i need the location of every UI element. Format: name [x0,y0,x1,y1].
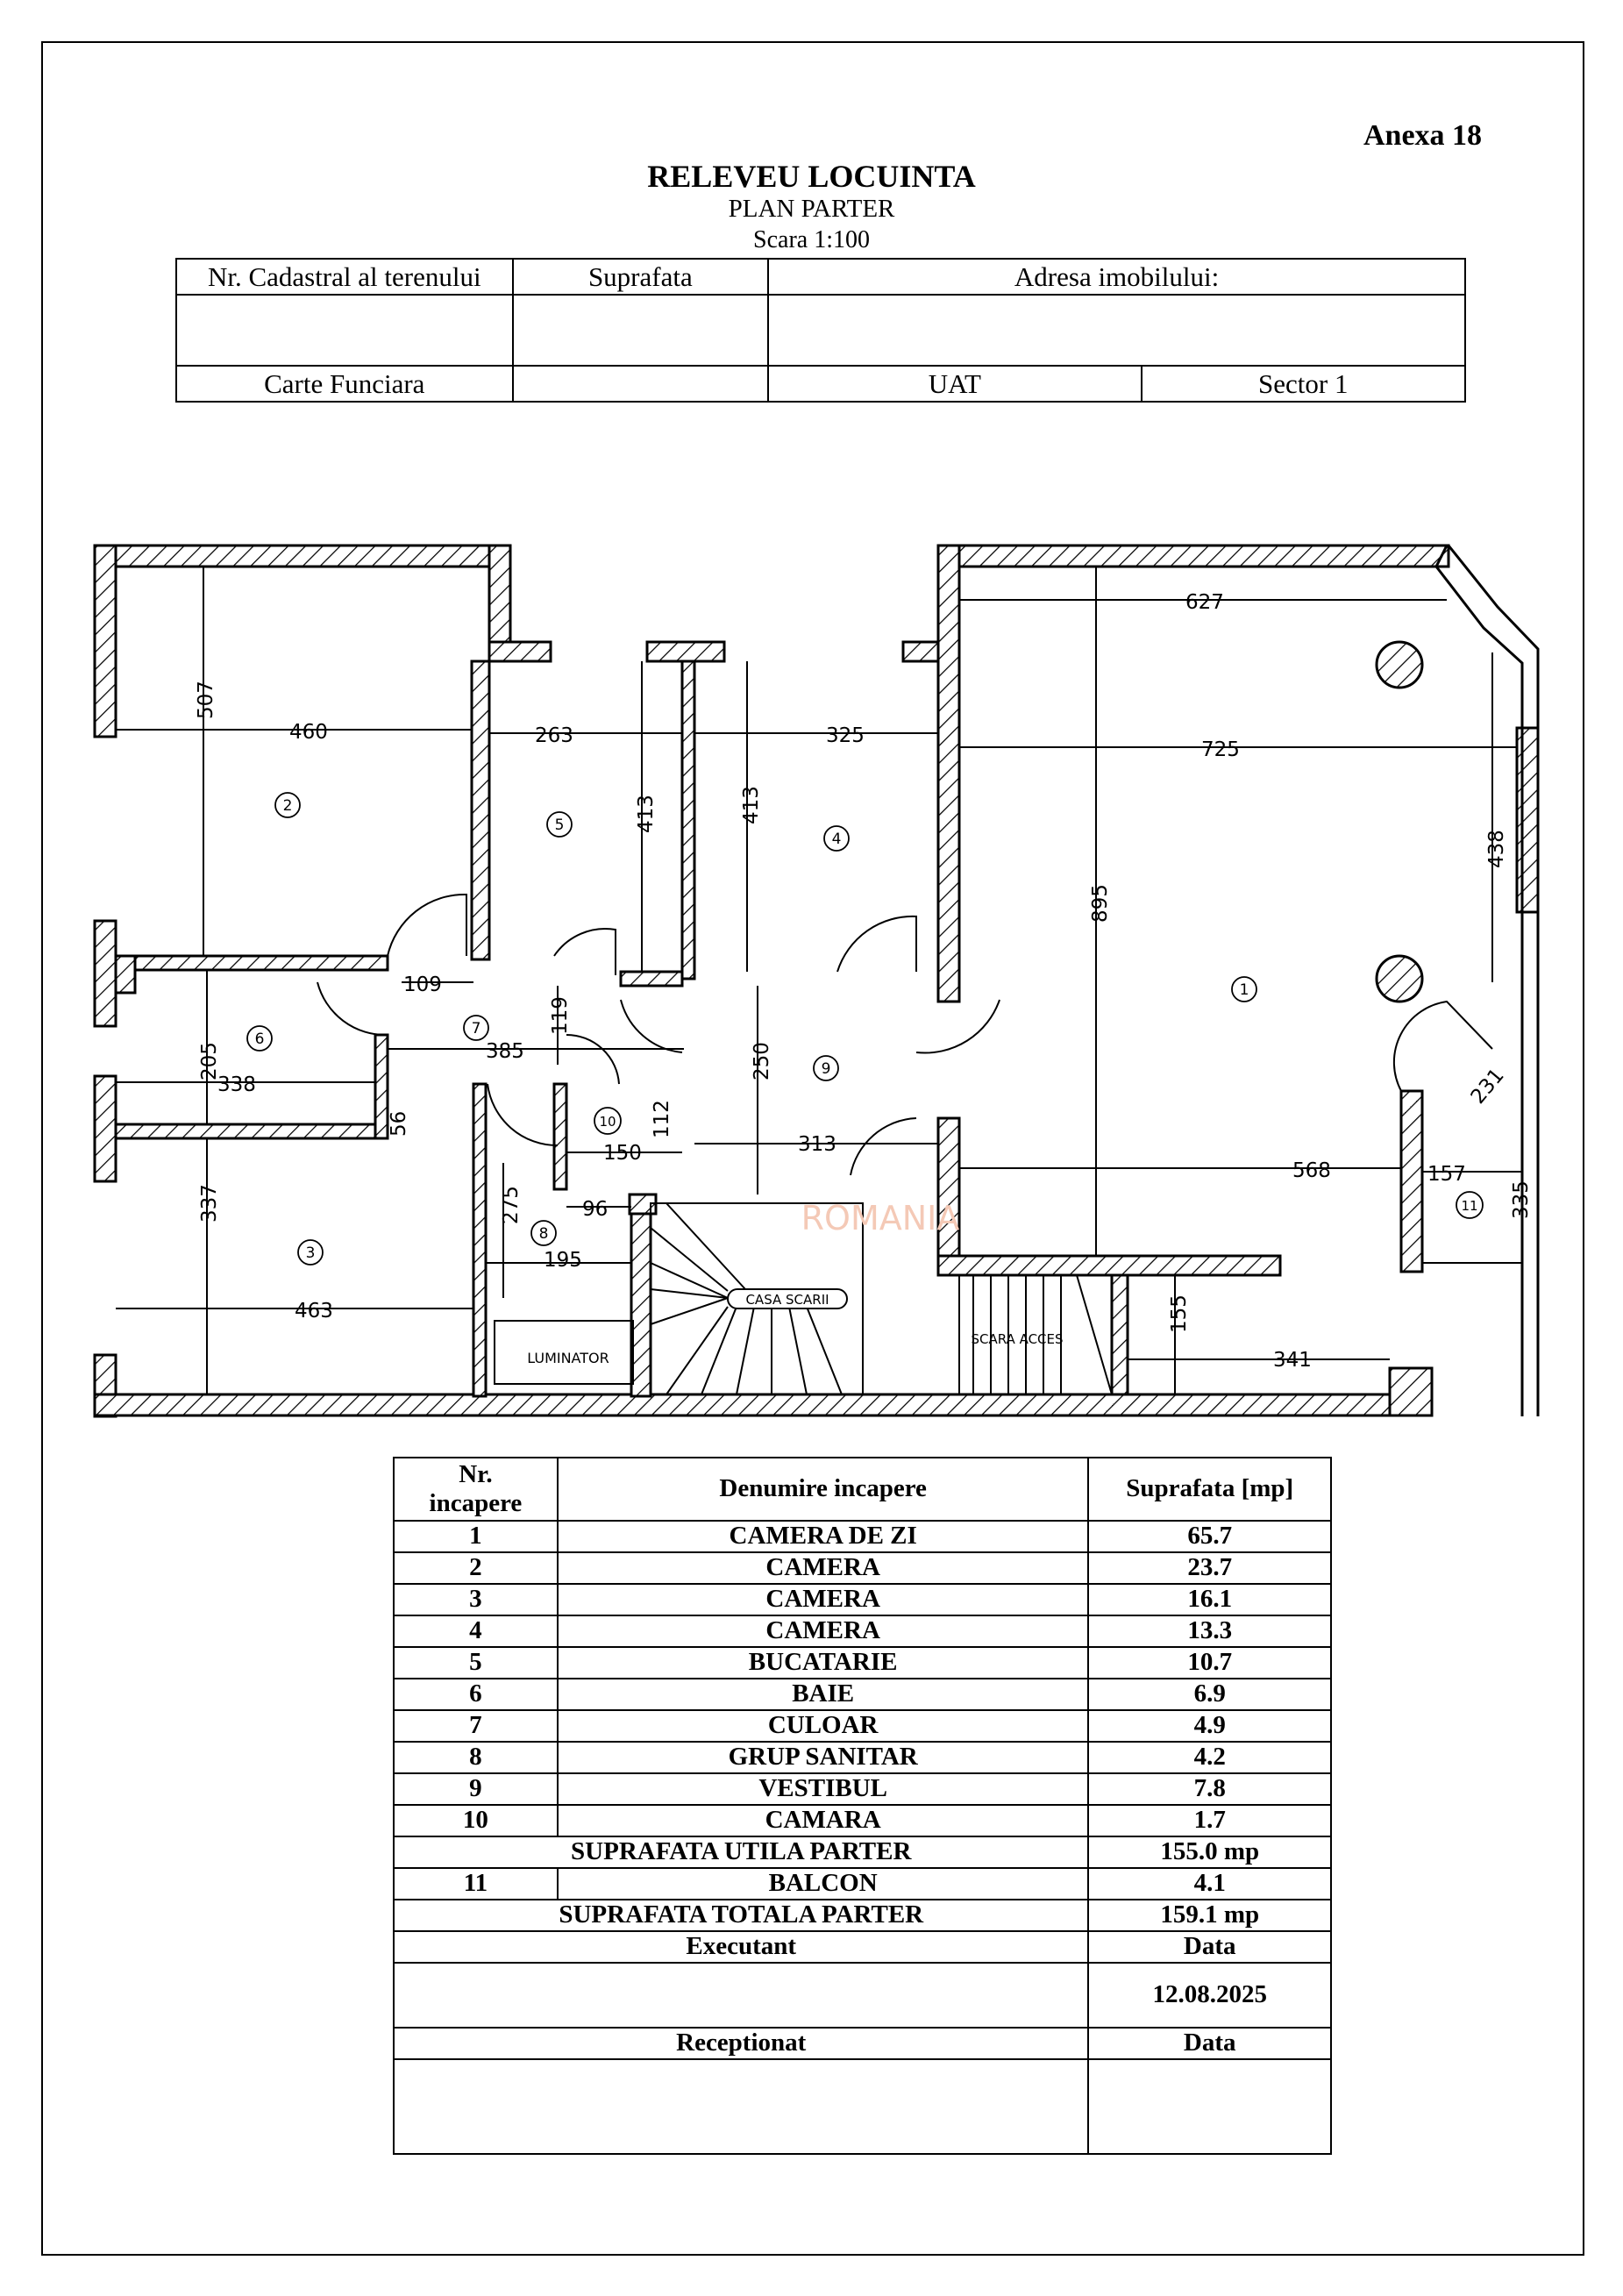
dim-568: 568 [1292,1159,1331,1182]
wall-camara [554,1084,566,1189]
receptionat-date-label: Data [1088,2028,1331,2059]
util-area-value: 155.0 mp [1088,1836,1331,1868]
row-area: 6.9 [1088,1679,1331,1710]
room-marker-6: 6 [254,1030,265,1048]
uat-label: UAT [768,366,1141,402]
dim-385: 385 [486,1040,524,1063]
dim-341: 341 [1273,1349,1312,1372]
column-circle-lower [1377,956,1422,1002]
row-nr: 11 [394,1868,558,1900]
dim-313: 313 [798,1133,836,1156]
row-area: 4.9 [1088,1710,1331,1742]
row-area: 7.8 [1088,1773,1331,1805]
doors [317,895,1492,1175]
wall-mid-top-a [489,642,551,661]
wall-vestibul-top [621,972,682,986]
room-marker-10: 10 [599,1114,616,1130]
wall-outer-left-mid [95,921,116,1026]
row-name: BAIE [558,1679,1089,1710]
wall-outer-top-left [95,545,489,567]
row-name: BUCATARIE [558,1647,1089,1679]
table-row [394,1615,1331,1647]
row-name: CULOAR [558,1710,1089,1742]
wall-bottom [95,1394,1432,1415]
column-circle-upper [1377,642,1422,688]
row-name: BALCON [558,1868,1089,1900]
dim-338: 338 [217,1073,256,1096]
document-subtitle: PLAN PARTER [728,195,895,223]
wall-stair-core [631,1194,651,1396]
wall-corridor-right [375,1035,388,1138]
executant-date-value: 12.08.2025 [1088,1963,1331,2028]
header-room-area: Suprafata [mp] [1088,1458,1331,1521]
table-row [394,1552,1331,1584]
row-nr: 6 [394,1679,558,1710]
room-marker-7: 7 [471,1020,481,1037]
total-area-label: SUPRAFATA TOTALA PARTER [394,1900,1088,1931]
dimension-lines [116,567,1522,1394]
total-area-value: 159.1 mp [1088,1900,1331,1931]
dim-627: 627 [1185,591,1224,614]
row-area: 4.2 [1088,1742,1331,1773]
table-row [394,1710,1331,1742]
dim-231: 231 [1466,1064,1509,1109]
row-area: 10.7 [1088,1647,1331,1679]
carte-funciara-label: Carte Funciara [176,366,513,402]
dim-150: 150 [603,1142,642,1165]
row-name: VESTIBUL [558,1773,1089,1805]
executant-label: Executant [394,1931,1088,1963]
dim-56: 56 [388,1110,410,1137]
dim-155: 155 [1168,1294,1191,1333]
executant-date-label: Data [1088,1931,1331,1963]
dim-119: 119 [549,996,572,1035]
receptionat-signature-cell [394,2059,1088,2154]
row-name: CAMERA [558,1615,1089,1647]
row-area: 4.1 [1088,1868,1331,1900]
wall-right-interior-low [938,1118,959,1259]
dim-195: 195 [544,1249,582,1272]
address-header: Adresa imobilului: [768,259,1465,295]
cadastral-number-header: Nr. Cadastral al terenului [176,259,513,295]
dim-157: 157 [1427,1163,1466,1186]
room-marker-9: 9 [821,1060,831,1078]
row-nr: 5 [394,1647,558,1679]
room-marker-5: 5 [554,816,565,834]
wall-right-notch [938,545,959,1002]
table-row [394,1679,1331,1710]
row-nr: 7 [394,1710,558,1742]
row-nr: 8 [394,1742,558,1773]
row-area: 23.7 [1088,1552,1331,1584]
table-row [394,1773,1331,1805]
dim-413-b: 413 [740,786,763,824]
annex-label: Anexa 18 [1363,119,1483,152]
dim-205: 205 [198,1042,221,1080]
row-nr: 9 [394,1773,558,1805]
row-name: CAMERA [558,1552,1089,1584]
table-row [394,1584,1331,1615]
scara-acces-label: SCARA ACCES [971,1331,1064,1347]
dim-463: 463 [295,1300,333,1323]
row-nr: 10 [394,1805,558,1836]
room-marker-11: 11 [1461,1198,1478,1214]
wall-notch-top-left [489,545,510,642]
util-area-label: SUPRAFATA UTILA PARTER [394,1836,1088,1868]
walls [95,545,1538,1416]
wall-outer-top-right [938,545,1449,567]
dim-460: 460 [289,721,328,744]
wall-outer-left-upper [95,545,116,737]
row-name: CAMARA [558,1805,1089,1836]
dim-250: 250 [751,1042,773,1080]
rooms-table [393,1457,1332,2155]
executant-signature-cell [394,1963,1088,2028]
receptionat-date-cell [1088,2059,1331,2154]
row-name: CAMERA DE ZI [558,1521,1089,1552]
wall-mid-top-b [647,642,724,661]
wall-partition-bath-top [116,956,388,970]
row-nr: 4 [394,1615,558,1647]
wall-partition-bed2-top [116,956,135,993]
row-area: 1.7 [1088,1805,1331,1836]
row-nr: 3 [394,1584,558,1615]
table-row [394,1868,1331,1900]
bay-window [1436,545,1538,1416]
dim-438: 438 [1485,830,1508,868]
dim-413-a: 413 [635,795,658,833]
wall-balcony-side [1401,1091,1422,1272]
scale-label: Scara 1:100 [753,226,870,253]
row-area: 16.1 [1088,1584,1331,1615]
receptionat-label: Receptionat [394,2028,1088,2059]
watermark: ROMANIA [801,1199,960,1237]
header-room-number: Nr. incapere [394,1458,558,1521]
dim-109: 109 [403,973,442,996]
wall-wc-left [473,1084,486,1396]
wall-living-bottom [938,1256,1280,1275]
dim-325: 325 [826,724,865,747]
wall-right-window [1517,728,1538,912]
header-room-name: Denumire incapere [558,1458,1089,1521]
wall-outer-left-low [95,1076,116,1181]
row-area: 13.3 [1088,1615,1331,1647]
dim-96: 96 [582,1198,609,1221]
dim-895: 895 [1089,884,1112,923]
area-header: Suprafata [513,259,769,295]
room-marker-1: 1 [1239,981,1249,999]
casa-scarii-label: CASA SCARII [745,1292,829,1308]
wall-partition-kitchen-left [472,661,489,959]
dim-275: 275 [500,1186,523,1224]
room-marker-8: 8 [538,1225,549,1243]
sector-label: Sector 1 [1142,366,1466,402]
wall-partition-bath-bottom [116,1124,379,1138]
table-row [394,1647,1331,1679]
dim-507: 507 [195,681,217,719]
wall-partition-4-5 [682,661,694,979]
wall-mid-top-c [903,642,938,661]
wall-scara-acces [1112,1275,1128,1394]
dim-725: 725 [1201,738,1240,761]
row-nr: 1 [394,1521,558,1552]
table-row [394,1742,1331,1773]
room-marker-4: 4 [831,831,842,848]
row-nr: 2 [394,1552,558,1584]
room-marker-2: 2 [282,797,293,815]
room-marker-3: 3 [305,1244,316,1262]
row-area: 65.7 [1088,1521,1331,1552]
room-markers [247,793,1483,1265]
table-row [394,1521,1331,1552]
dim-335: 335 [1510,1180,1533,1219]
table-row [394,1805,1331,1836]
wall-bottom-right [1390,1368,1432,1415]
row-name: GRUP SANITAR [558,1742,1089,1773]
luminator-label: LUMINATOR [527,1350,609,1366]
dim-337: 337 [198,1184,221,1223]
document-title: RELEVEU LOCUINTA [647,159,976,194]
row-name: CAMERA [558,1584,1089,1615]
dim-112: 112 [651,1100,673,1138]
dim-263: 263 [535,724,573,747]
